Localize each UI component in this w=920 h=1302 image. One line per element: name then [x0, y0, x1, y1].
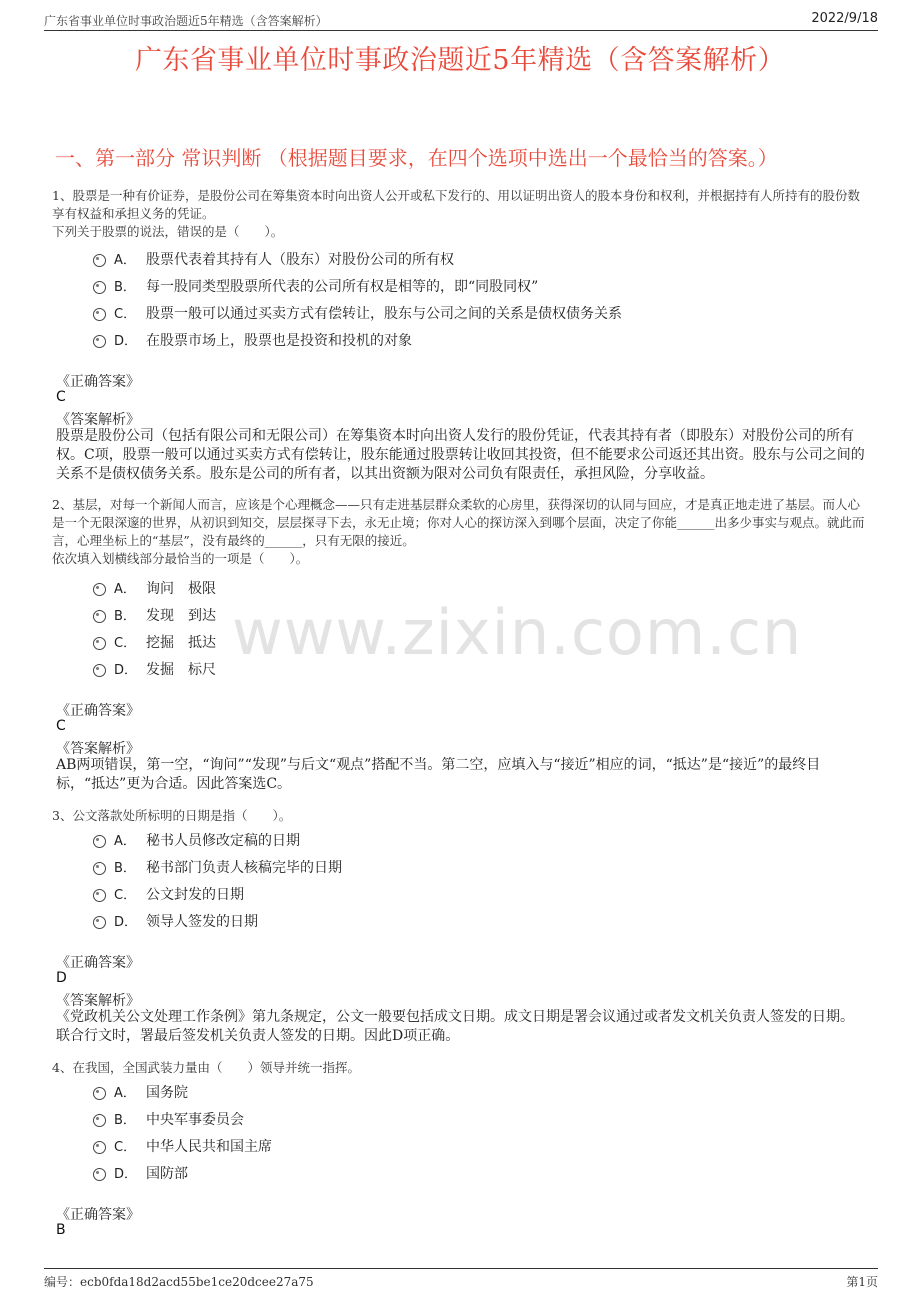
answer-value: B [56, 1222, 66, 1238]
analysis-text: AB两项错误，第一空，“询问”“发现”与后文“观点”搭配不当。第二空，应填入与“接近”相应的词，“抵达”是“接近”的最终目标，“抵达”更为合适。因此答案选C。 [56, 757, 821, 792]
q2-option-c[interactable] [93, 632, 216, 652]
option-key: A． [114, 1086, 136, 1101]
option-text: 在股票市场上，股票也是投资和投机的对象 [146, 333, 412, 349]
radio-icon[interactable] [93, 1114, 106, 1127]
document-title: 广东省事业单位时事政治题近5年精选（含答案解析） [134, 45, 786, 76]
option-key: A． [114, 253, 136, 268]
question-stem-text: 2、基层，对每一个新闻人而言，应该是个心理概念——只有走进基层群众柔软的心房里，获得深切的认同与回应，才是真正地走进了基层。而人心是一个无限深邃的世界，从初识到知交，层层探寻下去，永无止境；你对人心的探访深入到哪个层面，决定了你能______出多少事实与观点。就此而言，心理坐标上的“基层”，没有最终的______，只有无限的接近。 [52, 497, 865, 548]
option-text: 发现 到达 [146, 608, 216, 624]
question-4-stem [52, 1059, 870, 1077]
radio-icon[interactable] [93, 281, 106, 294]
q3-option-a[interactable] [93, 830, 300, 850]
radio-icon[interactable] [93, 610, 106, 623]
question-1-stem [52, 187, 870, 241]
answer-label: 《正确答案》 [56, 955, 140, 971]
option-text: 秘书部门负责人核稿完毕的日期 [146, 860, 342, 876]
option-text: 中华人民共和国主席 [146, 1139, 272, 1155]
option-key: D． [114, 1167, 138, 1182]
option-key: A． [114, 582, 136, 597]
option-key: D． [114, 334, 138, 349]
option-text: 领导人签发的日期 [146, 914, 258, 930]
radio-icon[interactable] [93, 835, 106, 848]
option-key: C． [114, 888, 137, 903]
option-text: 国务院 [146, 1085, 188, 1101]
q3-option-c[interactable] [93, 884, 244, 904]
page-footer [44, 1268, 878, 1291]
option-key: B． [114, 609, 136, 624]
option-text: 挖掘 抵达 [146, 635, 216, 651]
analysis-text: 《党政机关公文处理工作条例》第九条规定，公文一般要包括成文日期。成文日期是署会议通过或者发文机关负责人签发的日期。联合行文时，署最后签发机关负责人签发的日期。因此D项正确。 [56, 1009, 854, 1044]
page-header [44, 10, 878, 31]
section-title: 一、第一部分 常识判断 （根据题目要求，在四个选项中选出一个最恰当的答案。） [55, 146, 778, 170]
q2-option-d[interactable] [93, 659, 216, 679]
option-key: B． [114, 861, 136, 876]
answer-label: 《正确答案》 [56, 703, 140, 719]
q4-option-d[interactable] [93, 1163, 188, 1183]
q3-option-b[interactable] [93, 857, 342, 877]
radio-icon[interactable] [93, 889, 106, 902]
q4-option-c[interactable] [93, 1136, 272, 1156]
q2-option-b[interactable] [93, 605, 216, 625]
question-stem-text: 3、公文落款处所标明的日期是指（ ）。 [52, 808, 292, 823]
option-key: B． [114, 280, 136, 295]
header-doc-title: 广东省事业单位时事政治题近5年精选（含答案解析） [44, 14, 328, 28]
q2-option-a[interactable] [93, 578, 216, 598]
answer-value: C [56, 389, 66, 405]
option-text: 国防部 [146, 1166, 188, 1182]
radio-icon[interactable] [93, 308, 106, 321]
question-stem-text: 4、在我国，全国武装力量由（ ）领导并统一指挥。 [52, 1060, 360, 1075]
option-text: 询问 极限 [146, 581, 216, 597]
question-2-stem [52, 496, 870, 568]
radio-icon[interactable] [93, 254, 106, 267]
option-text: 秘书人员修改定稿的日期 [146, 833, 300, 849]
q3-option-d[interactable] [93, 911, 258, 931]
radio-icon[interactable] [93, 664, 106, 677]
question-prompt: 依次填入划横线部分最恰当的一项是（ ）。 [52, 551, 309, 566]
option-key: C． [114, 307, 137, 322]
q1-option-c[interactable] [93, 303, 622, 323]
question-3-stem [52, 807, 870, 825]
analysis-label: 《答案解析》 [56, 993, 140, 1009]
watermark: www.zixin.com.cn [232, 596, 803, 669]
question-stem-text: 1、股票是一种有价证券，是股份公司在筹集资本时向出资人公开或私下发行的、用以证明出资人的股本身份和权利，并根据持有人所持有的股份数享有权益和承担义务的凭证。 [52, 188, 860, 221]
answer-label: 《正确答案》 [56, 374, 140, 390]
radio-icon[interactable] [93, 916, 106, 929]
option-key: C． [114, 636, 137, 651]
footer-page-number: 第1页 [846, 1275, 878, 1289]
option-text: 中央军事委员会 [146, 1112, 244, 1128]
radio-icon[interactable] [93, 335, 106, 348]
radio-icon[interactable] [93, 1141, 106, 1154]
option-key: C． [114, 1140, 137, 1155]
answer-value: D [56, 970, 67, 986]
option-text: 股票代表着其持有人（股东）对股份公司的所有权 [146, 252, 454, 268]
answer-label: 《正确答案》 [56, 1207, 140, 1223]
radio-icon[interactable] [93, 583, 106, 596]
analysis-label: 《答案解析》 [56, 412, 140, 428]
analysis-label: 《答案解析》 [56, 741, 140, 757]
option-key: B． [114, 1113, 136, 1128]
radio-icon[interactable] [93, 1087, 106, 1100]
option-text: 股票一般可以通过买卖方式有偿转让，股东与公司之间的关系是债权债务关系 [146, 306, 622, 322]
radio-icon[interactable] [93, 1168, 106, 1181]
q4-option-a[interactable] [93, 1082, 188, 1102]
option-key: A． [114, 834, 136, 849]
q4-option-b[interactable] [93, 1109, 244, 1129]
radio-icon[interactable] [93, 862, 106, 875]
option-key: D． [114, 915, 138, 930]
analysis-text: 股票是股份公司（包括有限公司和无限公司）在筹集资本时向出资人发行的股份凭证，代表其持有者（即股东）对股份公司的所有权。C项，股票一般可以通过买卖方式有偿转让，股东能通过股票转让收回其投资，但不能要求公司返还其出资。股东与公司之间的关系不是债权债务关系。股东是公司的所有者，以其出资额为限对公司负有限责任，承担风险，分享收益。 [56, 428, 865, 482]
question-prompt: 下列关于股票的说法，错误的是（ ）。 [52, 224, 284, 239]
header-date: 2022/9/18 [811, 11, 878, 26]
radio-icon[interactable] [93, 637, 106, 650]
q1-option-a[interactable] [93, 249, 454, 269]
q1-option-d[interactable] [93, 330, 412, 350]
option-text: 每一股同类型股票所代表的公司所有权是相等的，即“同股同权” [146, 279, 539, 295]
answer-value: C [56, 718, 66, 734]
option-key: D． [114, 663, 138, 678]
q1-option-b[interactable] [93, 276, 538, 296]
option-text: 发掘 标尺 [146, 662, 216, 678]
option-text: 公文封发的日期 [146, 887, 244, 903]
footer-doc-id: 编号：ecb0fda18d2acd55be1ce20dcee27a75 [44, 1275, 314, 1289]
